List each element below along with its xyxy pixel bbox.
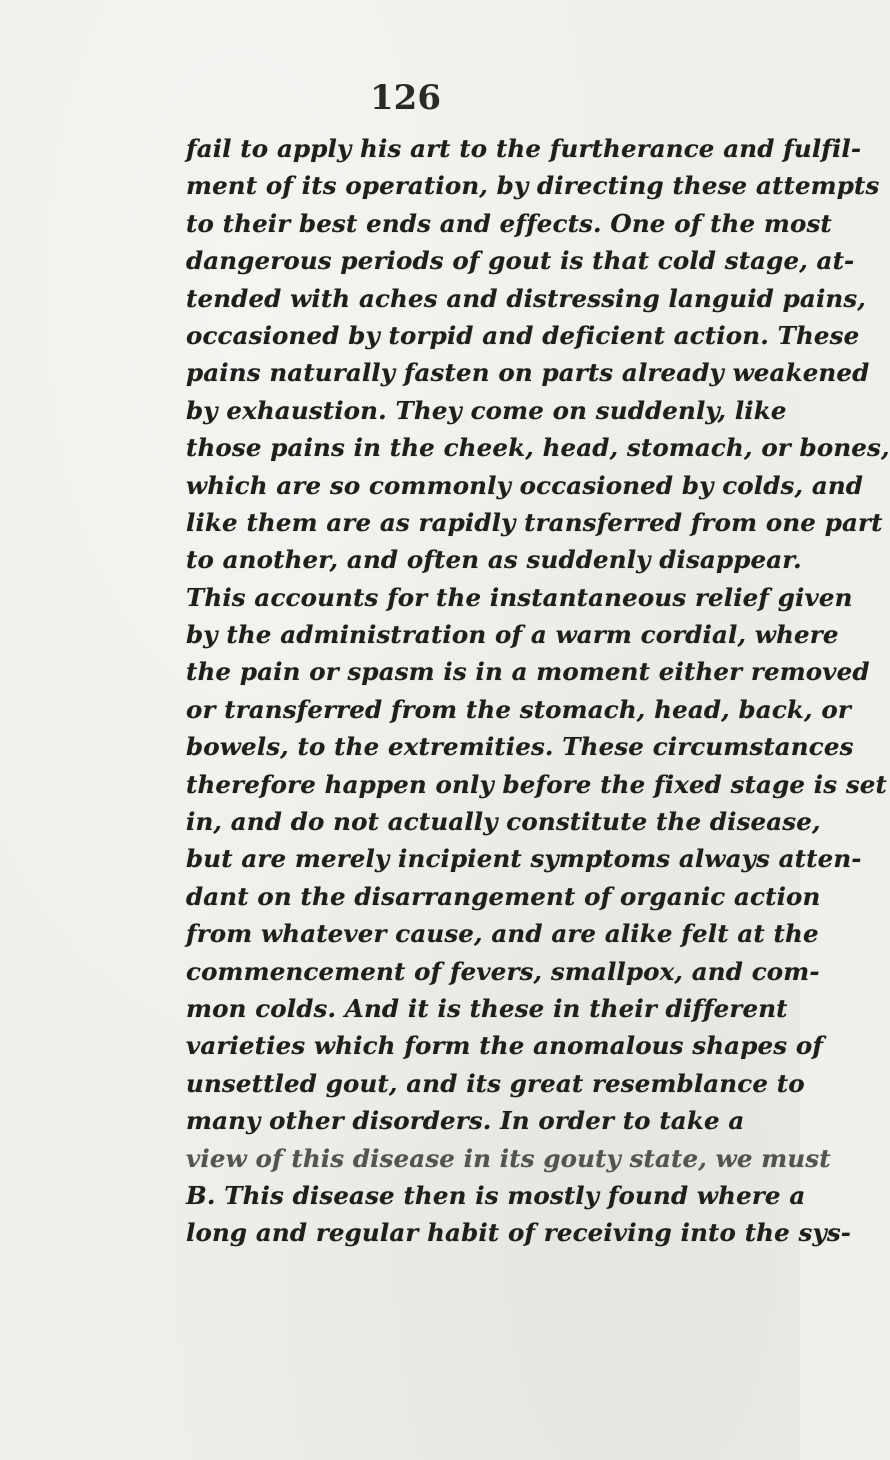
text-line: bowels, to the extremities. These circumstances	[186, 732, 854, 762]
text-line: varieties which form the anomalous shapes of	[186, 1031, 824, 1061]
text-line: long and regular habit of receiving into the sys-	[186, 1218, 852, 1248]
text-line: dant on the disarrangement of organic action	[186, 881, 821, 911]
text-line: ment of its operation, by directing these attempts	[186, 171, 880, 201]
text-line: This accounts for the instantaneous relief given	[186, 582, 853, 612]
body-text	[186, 130, 890, 1252]
text-line: by exhaustion. They come on suddenly, like	[186, 395, 787, 425]
text-line: commencement of fevers, smallpox, and com-	[186, 956, 820, 986]
text-line: view of this disease in its gouty state, we must	[186, 1143, 831, 1173]
text-line: mon colds. And it is these in their different	[186, 993, 788, 1023]
text-line: pains naturally fasten on parts already weakened	[186, 358, 870, 388]
text-line: the pain or spasm is in a moment either removed	[186, 657, 870, 687]
text-line: which are so commonly occasioned by colds, and	[186, 470, 864, 500]
page-number: 126	[370, 78, 441, 118]
text-line: fail to apply his art to the furtherance and fulfil-	[186, 134, 862, 163]
text-line: by the administration of a warm cordial, where	[186, 620, 839, 650]
text-line: like them are as rapidly transferred from one part	[186, 507, 883, 537]
text-line: tended with aches and distressing languid pains,	[186, 283, 866, 313]
text-line: to another, and often as suddenly disappear.	[186, 545, 802, 575]
text-line: occasioned by torpid and deficient action. These	[186, 320, 860, 350]
text-line: those pains in the cheek, head, stomach, or bones,	[186, 433, 890, 463]
text-line: or transferred from the stomach, head, back, or	[186, 694, 851, 724]
text-line: dangerous periods of gout is that cold stage, at-	[186, 246, 855, 276]
text-line: but are merely incipient symptoms always atten-	[186, 844, 862, 874]
text-line: unsettled gout, and its great resemblance to	[186, 1068, 805, 1098]
text-line: to their best ends and effects. One of the most	[186, 208, 832, 238]
text-line: B. This disease then is mostly found where a	[186, 1180, 806, 1210]
text-line: from whatever cause, and are alike felt at the	[186, 919, 819, 949]
text-line: therefore happen only before the fixed stage is set	[186, 769, 888, 799]
text-line: many other disorders. In order to take a	[186, 1106, 745, 1136]
text-line: in, and do not actually constitute the disease,	[186, 807, 821, 837]
